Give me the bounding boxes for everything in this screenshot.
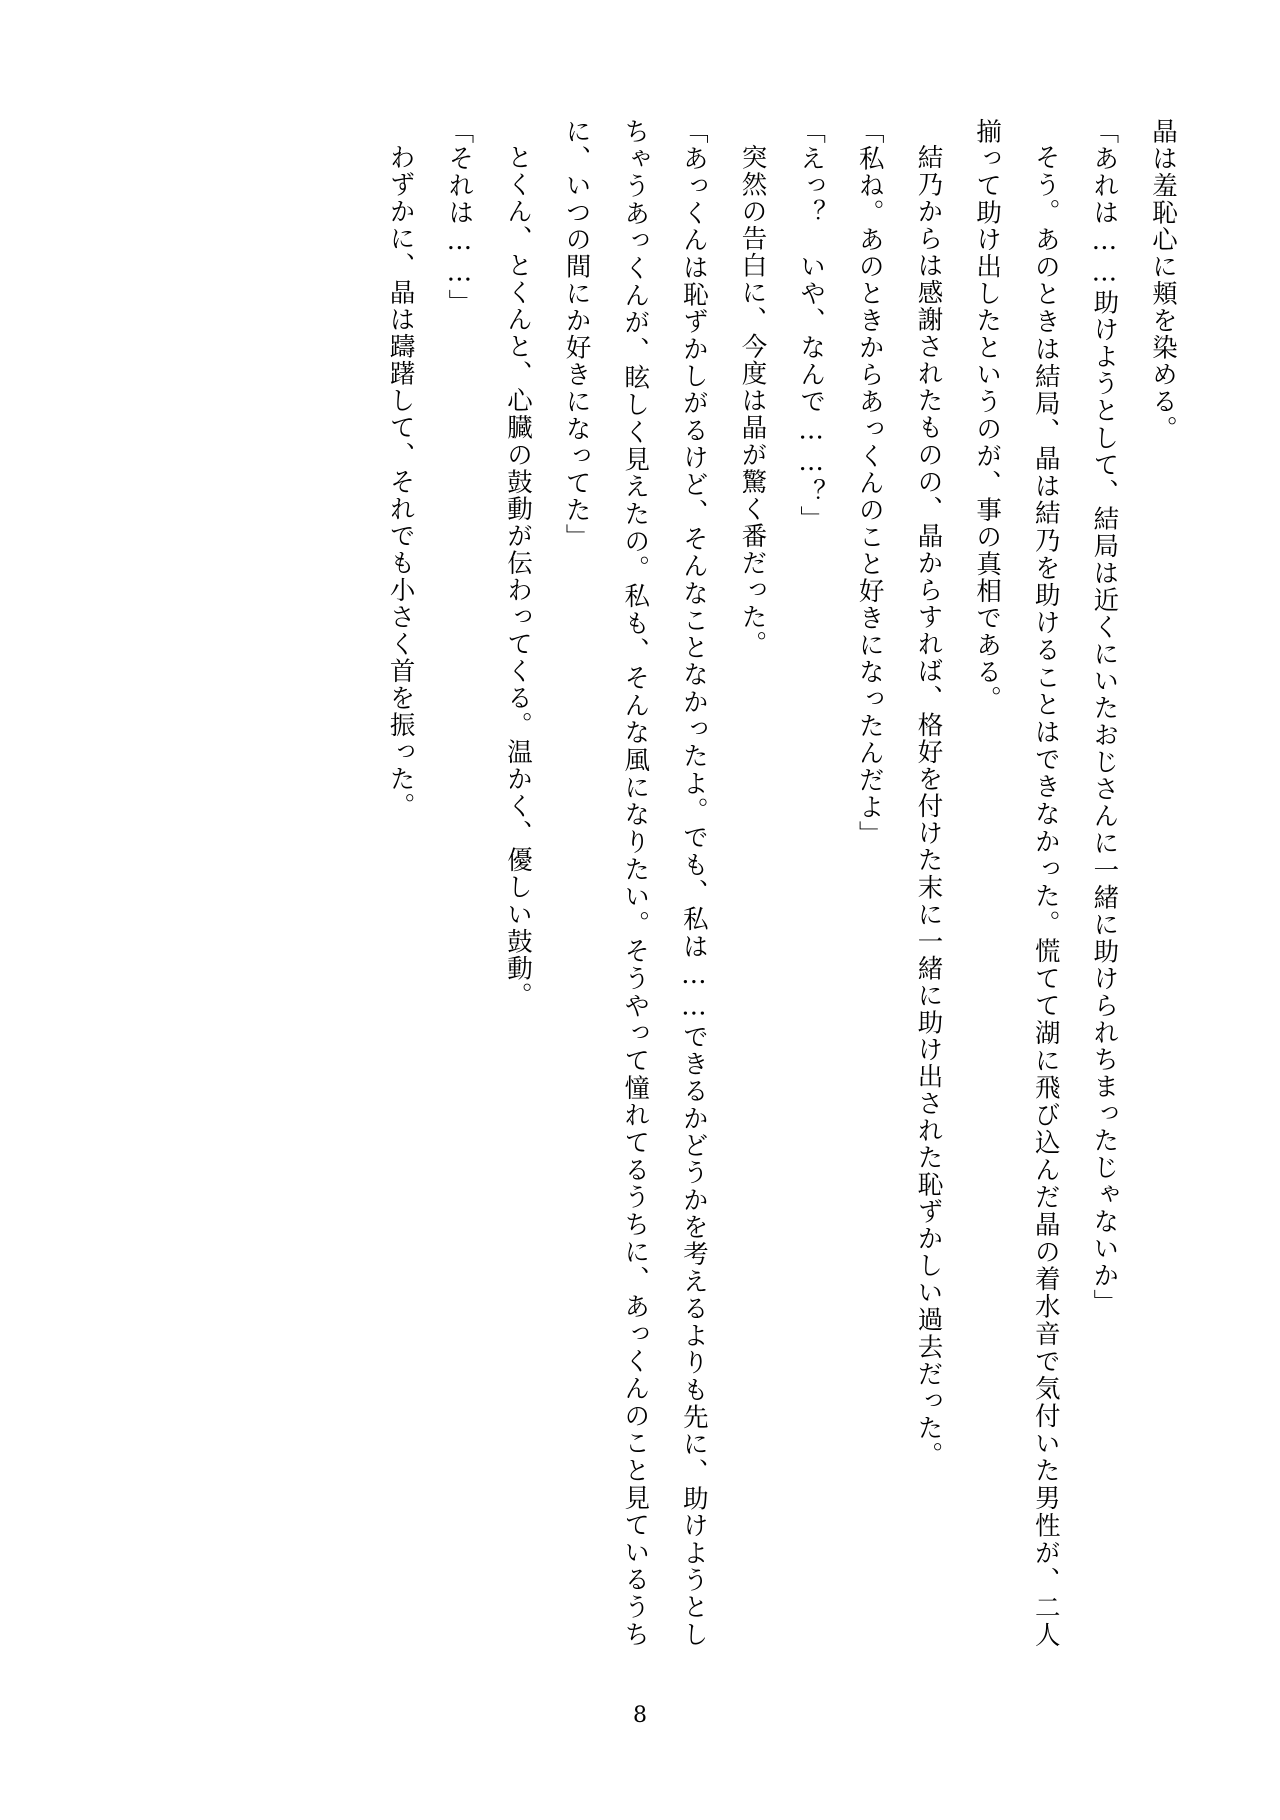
paragraph: 「あっくんは恥ずかしがるけど、そんなことなかったよ。でも、私は……できるかどうかを考えるよりも先に、助けようとしちゃうあっくんが、眩しく見えたの。私も、そんな風になりたい。そうやって憧れてるうちに、あっくんのこと見ているうちに、いつの間にか好きになってた」 — [561, 118, 709, 1648]
paragraph: 「それは……」 — [444, 118, 475, 317]
paragraph: わずかに、晶は躊躇して、それでも小さく首を振った。 — [385, 143, 416, 820]
paragraph: とくん、とくんと、心臓の鼓動が伝わってくる。温かく、優しい鼓動。 — [502, 143, 533, 1009]
paragraph: 「私ね。あのときからあっくんのこと好きになったんだよ」 — [854, 118, 885, 848]
paragraph: 晶は羞恥心に頬を染める。 — [1148, 118, 1178, 443]
paragraph: そう。あのときは結局、晶は結乃を助けることはできなかった。慌てて湖に飛び込んだ晶の着水音で気付いた男性が、二人揃って助け出したというのが、事の真相である。 — [972, 118, 1061, 1648]
paragraph: 結乃からは感謝されたものの、晶からすれば、格好を付けた末に一緒に助け出された恥ずかしい過去だった。 — [913, 143, 944, 1468]
paragraph: 「えっ？ いや、なんで……？」 — [796, 118, 827, 533]
paragraph: 「あれは……助けようとして、結局は近くにいたおじさんに一緒に助けられちまったじゃないか」 — [1089, 118, 1120, 1317]
page-number: 8 — [633, 1703, 647, 1728]
page-text-body — [150, 118, 1192, 1648]
paragraph: 突然の告白に、今度は晶が驚く番だった。 — [737, 143, 768, 658]
